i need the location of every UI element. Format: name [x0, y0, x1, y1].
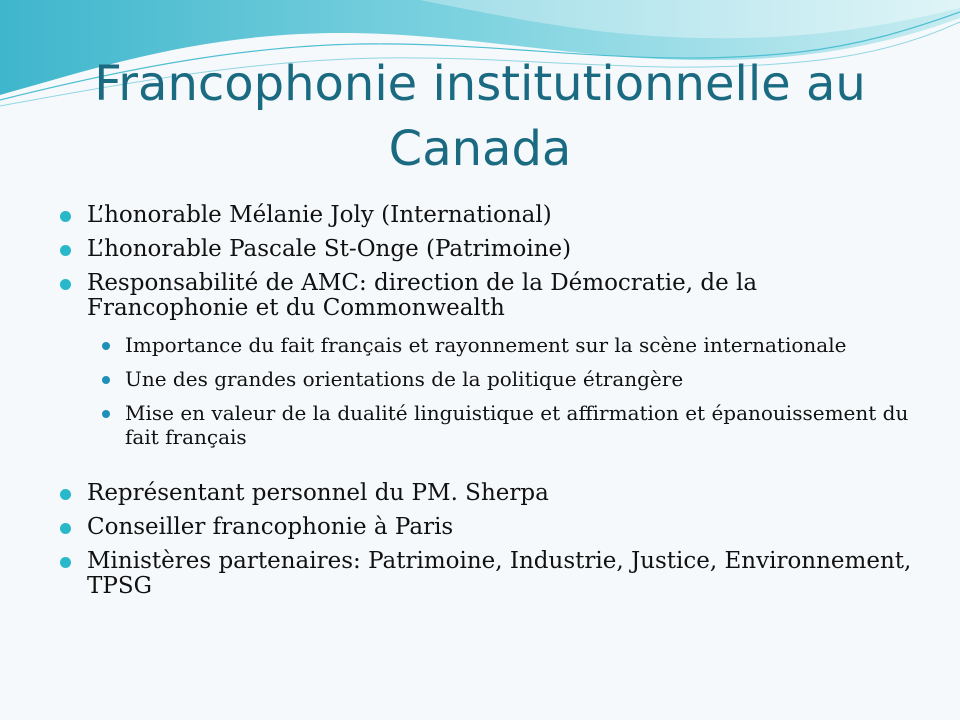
- bullet-item: [60, 481, 920, 506]
- bullet-text: L’honorable Pascale St-Onge (Patrimoine): [87, 236, 572, 262]
- bullet-icon: [60, 523, 71, 534]
- sub-bullet-item: [60, 333, 920, 357]
- bullet-text: Ministères partenaires: Patrimoine, Industrie, Justice, Environnement, TPSG: [87, 548, 912, 599]
- sub-bullet-text: Une des grandes orientations de la politique étrangère: [125, 367, 684, 391]
- bullet-item: [60, 515, 920, 540]
- bullet-text: Responsabilité de AMC: direction de la Démocratie, de la Francophonie et du Commonwealth: [87, 270, 758, 321]
- bullet-list: [60, 203, 920, 608]
- sub-bullet-icon: [102, 376, 110, 384]
- bullet-icon: [60, 211, 71, 222]
- sub-bullet-item: [60, 367, 920, 391]
- bullet-item: [60, 549, 920, 599]
- bullet-icon: [60, 279, 71, 290]
- sub-bullet-icon: [102, 342, 110, 350]
- sub-bullet-text: Mise en valeur de la dualité linguistique et affirmation et épanouissement du fait français: [125, 401, 909, 449]
- bullet-icon: [60, 557, 71, 568]
- bullet-item: [60, 203, 920, 228]
- sub-bullet-icon: [102, 410, 110, 418]
- sub-bullet-text: Importance du fait français et rayonnement sur la scène internationale: [125, 333, 847, 357]
- bullet-item: [60, 271, 920, 321]
- bullet-item: [60, 237, 920, 262]
- spacer: [60, 459, 920, 481]
- sub-bullet-item: [60, 401, 920, 449]
- bullet-text: Conseiller francophonie à Paris: [87, 514, 454, 540]
- bullet-icon: [60, 489, 71, 500]
- bullet-text: Représentant personnel du PM. Sherpa: [87, 480, 549, 506]
- bullet-text: L’honorable Mélanie Joly (International): [87, 202, 552, 228]
- slide-title: Francophonie institutionnelle au Canada: [94, 56, 866, 177]
- bullet-icon: [60, 245, 71, 256]
